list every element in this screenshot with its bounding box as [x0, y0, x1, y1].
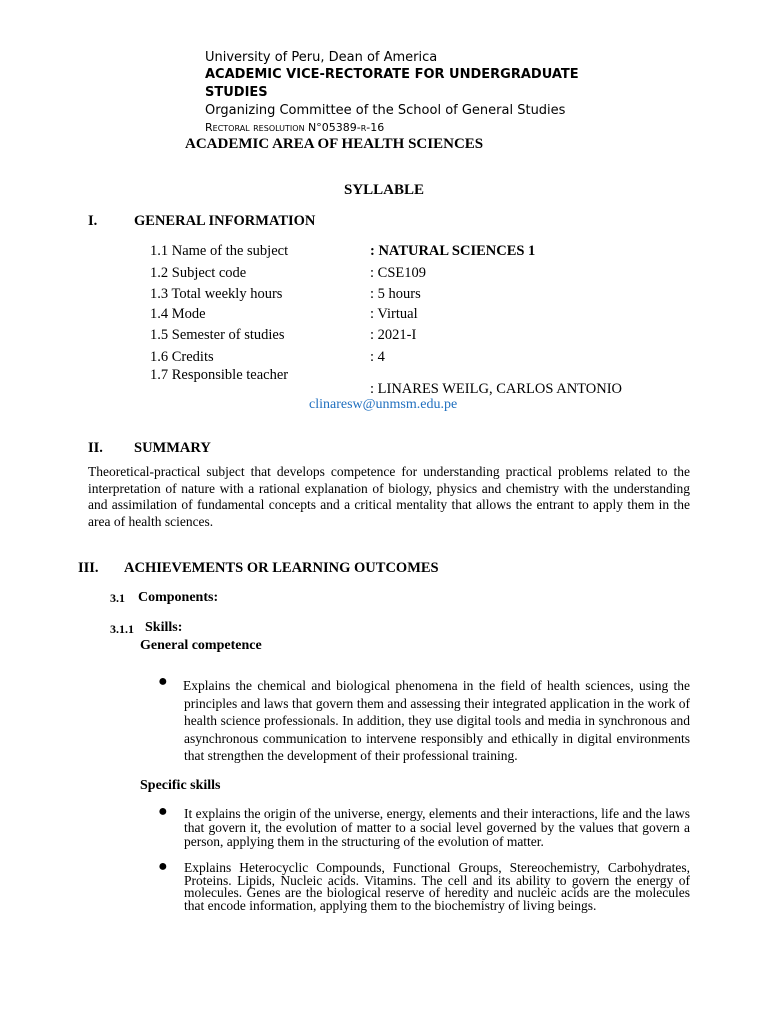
general-competence-heading: General competence	[140, 638, 262, 653]
summary-paragraph: Theoretical-practical subject that develops competence for understanding practical problems related to the interpretation of nature with a rational explanation of biology, physics and chemistry with the understanding and assimilation of fundamental concepts and a critical mentality that allows the entrant to apply them in the area of health sciences.	[88, 464, 690, 529]
bullet-icon: ●	[158, 673, 168, 690]
info-value: : CSE109	[370, 265, 426, 281]
vice-rectorate-line-1: ACADEMIC VICE-RECTORATE FOR UNDERGRADUATE	[205, 67, 579, 82]
info-row-weekly-hours	[0, 286, 768, 304]
info-value: : 2021-I	[370, 327, 417, 343]
section-3-title: ACHIEVEMENTS OR LEARNING OUTCOMES	[124, 560, 439, 576]
rectoral-resolution: Rectoral resolution N°05389-r-16	[205, 121, 385, 134]
subsection-3-1-1-number: 3.1.1	[110, 622, 134, 636]
info-label: 1.2 Subject code	[150, 265, 247, 281]
info-label: 1.6 Credits	[150, 349, 214, 365]
info-value: : 4	[370, 349, 385, 365]
info-row-mode	[0, 306, 768, 324]
section-2-number: II.	[88, 440, 103, 456]
info-value: : Virtual	[370, 306, 418, 322]
info-row-semester	[0, 327, 768, 345]
subsection-3-1-number: 3.1	[110, 591, 125, 605]
info-label: 1.3 Total weekly hours	[150, 286, 283, 302]
subsection-3-1-title: Components:	[138, 590, 219, 605]
general-competence-text: Explains the chemical and biological phenomena in the field of health sciences, using the principles and laws that govern them and assessing their integrated application in the work of health science professionals. In addition, they use digital tools and media in synchronous and asynchronous communication to intervene responsibly and ethically in digital environments that strengthen the development of their professional training.	[183, 678, 690, 763]
info-row-subject-name	[0, 243, 768, 261]
committee-name: Organizing Committee of the School of General Studies	[205, 103, 566, 118]
document-title: SYLLABLE	[344, 182, 425, 198]
specific-skill-item: Explains Heterocyclic Compounds, Functional Groups, Stereochemistry, Carbohydrates, Proteins. Lipids, Nucleic acids. Vitamins. The cell and its ability to govern the energy of molecules. Genes are the biological reserve of heredity and nucleic acids are the molecules that encode information, applying them to the biochemistry of living beings.	[184, 860, 690, 913]
section-1-title: GENERAL INFORMATION	[134, 213, 316, 229]
section-3-number: III.	[78, 560, 99, 576]
vice-rectorate-line-2: STUDIES	[205, 85, 268, 100]
section-2-title: SUMMARY	[134, 440, 211, 456]
info-row-credits	[0, 349, 768, 367]
university-name: University of Peru, Dean of America	[205, 50, 438, 65]
info-value: : 5 hours	[370, 286, 421, 302]
info-row-subject-code	[0, 265, 768, 283]
info-value: : LINARES WEILG, CARLOS ANTONIO	[370, 381, 623, 397]
section-1-number: I.	[88, 213, 98, 229]
specific-skills-heading: Specific skills	[140, 778, 221, 793]
info-label: 1.7 Responsible teacher	[150, 367, 289, 383]
info-label: 1.5 Semester of studies	[150, 327, 285, 343]
teacher-email-link[interactable]: clinaresw@unmsm.edu.pe	[309, 397, 458, 412]
bullet-icon: ●	[158, 858, 168, 875]
specific-skill-item: It explains the origin of the universe, energy, elements and their interactions, life and the laws that govern it, the evolution of matter to a social level governed by the values that govern a person, applying them in the structuring of the evolution of matter.	[184, 806, 690, 849]
academic-area-title: ACADEMIC AREA OF HEALTH SCIENCES	[185, 136, 484, 152]
subsection-3-1-1-title: Skills:	[145, 620, 183, 635]
info-value: : NATURAL SCIENCES 1	[370, 243, 536, 259]
info-label: 1.1 Name of the subject	[150, 243, 289, 259]
bullet-icon: ●	[158, 803, 168, 820]
info-label: 1.4 Mode	[150, 306, 206, 322]
